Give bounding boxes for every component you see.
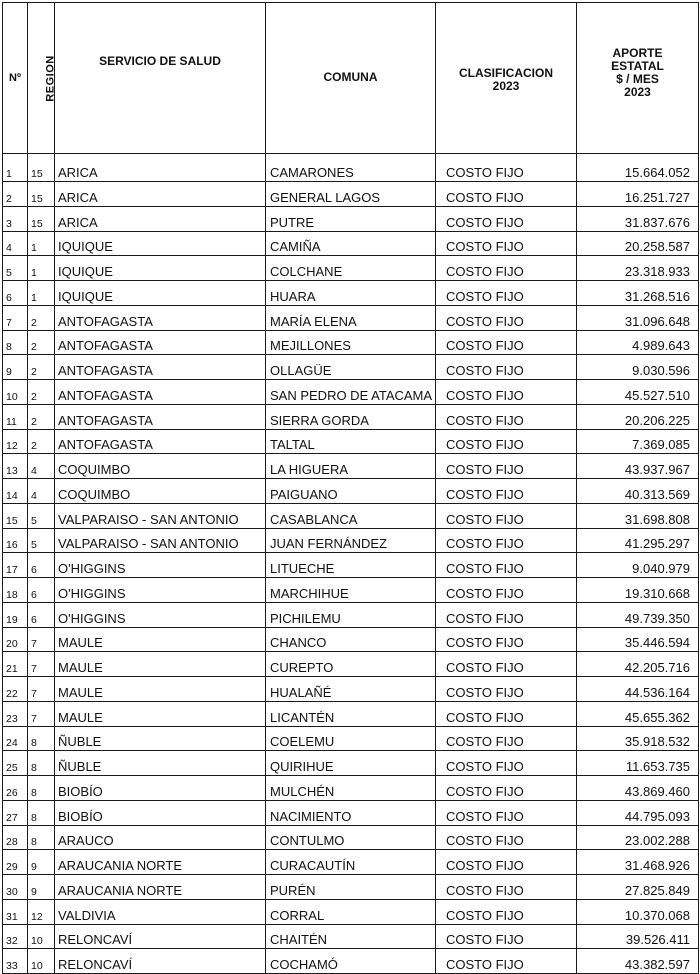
- cell-clasificacion: COSTO FIJO: [436, 627, 577, 652]
- table-row: [3, 154, 699, 182]
- cell-aporte: 20.206.225: [577, 404, 699, 429]
- cell-aporte: 45.527.510: [577, 380, 699, 405]
- cell-servicio: ARICA: [55, 182, 266, 207]
- table-row: [3, 553, 699, 578]
- cell-aporte: 11.653.735: [577, 751, 699, 776]
- cell-no: 19: [3, 602, 28, 627]
- cell-region: 8: [28, 726, 55, 751]
- header-aporte-line3: $ / MES: [616, 72, 659, 86]
- cell-comuna: CASABLANCA: [266, 503, 436, 528]
- cell-no: 21: [3, 652, 28, 677]
- table-row: [3, 677, 699, 702]
- cell-region: 7: [28, 701, 55, 726]
- cell-aporte: 49.739.350: [577, 602, 699, 627]
- header-clasificacion-line2: 2023: [492, 79, 520, 93]
- header-servicio: [55, 3, 266, 154]
- cell-comuna: CORRAL: [266, 899, 436, 924]
- cell-comuna: PICHILEMU: [266, 602, 436, 627]
- header-aporte-line2: ESTATAL: [611, 59, 664, 73]
- cell-clasificacion: COSTO FIJO: [436, 231, 577, 256]
- cell-clasificacion: COSTO FIJO: [436, 800, 577, 825]
- cell-no: 24: [3, 726, 28, 751]
- header-aporte-line4: 2023: [624, 85, 651, 99]
- cell-servicio: IQUIQUE: [55, 281, 266, 306]
- cell-region: 2: [28, 355, 55, 380]
- cell-comuna: CONTULMO: [266, 825, 436, 850]
- cell-clasificacion: COSTO FIJO: [436, 677, 577, 702]
- cell-servicio: ARAUCANIA NORTE: [55, 850, 266, 875]
- cell-region: 6: [28, 553, 55, 578]
- table-row: [3, 627, 699, 652]
- cell-aporte: 41.295.297: [577, 528, 699, 553]
- cell-servicio: ÑUBLE: [55, 751, 266, 776]
- cell-aporte: 35.918.532: [577, 726, 699, 751]
- cell-region: 5: [28, 528, 55, 553]
- cell-no: 12: [3, 429, 28, 454]
- cell-servicio: MAULE: [55, 677, 266, 702]
- cell-aporte: 9.030.596: [577, 355, 699, 380]
- cell-clasificacion: COSTO FIJO: [436, 503, 577, 528]
- cell-clasificacion: COSTO FIJO: [436, 330, 577, 355]
- cell-servicio: VALPARAISO - SAN ANTONIO: [55, 503, 266, 528]
- cell-region: 9: [28, 850, 55, 875]
- cell-aporte: 27.825.849: [577, 875, 699, 900]
- cell-no: 2: [3, 182, 28, 207]
- cell-no: 22: [3, 677, 28, 702]
- table-row: [3, 751, 699, 776]
- cell-clasificacion: COSTO FIJO: [436, 850, 577, 875]
- cell-servicio: O'HIGGINS: [55, 578, 266, 603]
- table-row: [3, 800, 699, 825]
- cell-no: 30: [3, 875, 28, 900]
- table-row: [3, 850, 699, 875]
- header-region: [28, 3, 55, 154]
- cell-aporte: 23.002.288: [577, 825, 699, 850]
- cell-clasificacion: COSTO FIJO: [436, 578, 577, 603]
- cell-aporte: 31.698.808: [577, 503, 699, 528]
- cell-region: 2: [28, 429, 55, 454]
- cell-comuna: PURÉN: [266, 875, 436, 900]
- cell-servicio: MAULE: [55, 701, 266, 726]
- cell-servicio: COQUIMBO: [55, 454, 266, 479]
- cell-no: 13: [3, 454, 28, 479]
- table-row: [3, 528, 699, 553]
- cell-aporte: 9.040.979: [577, 553, 699, 578]
- cell-comuna: MEJILLONES: [266, 330, 436, 355]
- header-servicio-label: SERVICIO DE SALUD: [99, 54, 221, 68]
- cell-comuna: MULCHÉN: [266, 776, 436, 801]
- cell-region: 8: [28, 776, 55, 801]
- cell-comuna: QUIRIHUE: [266, 751, 436, 776]
- header-comuna: [266, 3, 436, 154]
- cell-servicio: COQUIMBO: [55, 479, 266, 504]
- cell-clasificacion: COSTO FIJO: [436, 154, 577, 182]
- table-row: [3, 875, 699, 900]
- cell-aporte: 16.251.727: [577, 182, 699, 207]
- cell-no: 20: [3, 627, 28, 652]
- cell-clasificacion: COSTO FIJO: [436, 454, 577, 479]
- table-row: [3, 404, 699, 429]
- cell-comuna: PUTRE: [266, 206, 436, 231]
- cell-region: 2: [28, 305, 55, 330]
- cell-no: 33: [3, 949, 28, 974]
- cell-clasificacion: COSTO FIJO: [436, 380, 577, 405]
- cell-no: 25: [3, 751, 28, 776]
- cell-aporte: 19.310.668: [577, 578, 699, 603]
- cell-no: 8: [3, 330, 28, 355]
- cell-servicio: VALPARAISO - SAN ANTONIO: [55, 528, 266, 553]
- table-row: [3, 305, 699, 330]
- cell-clasificacion: COSTO FIJO: [436, 553, 577, 578]
- table-row: [3, 701, 699, 726]
- cell-no: 11: [3, 404, 28, 429]
- cell-aporte: 15.664.052: [577, 154, 699, 182]
- cell-servicio: ARICA: [55, 206, 266, 231]
- table-row: [3, 479, 699, 504]
- cell-aporte: 40.313.569: [577, 479, 699, 504]
- cell-region: 10: [28, 949, 55, 974]
- cell-comuna: SAN PEDRO DE ATACAMA: [266, 380, 436, 405]
- cell-comuna: LICANTÉN: [266, 701, 436, 726]
- cell-no: 10: [3, 380, 28, 405]
- cell-comuna: CURACAUTÍN: [266, 850, 436, 875]
- cell-clasificacion: COSTO FIJO: [436, 355, 577, 380]
- table-row: [3, 825, 699, 850]
- cell-aporte: 20.258.587: [577, 231, 699, 256]
- cell-no: 28: [3, 825, 28, 850]
- cell-servicio: MAULE: [55, 652, 266, 677]
- cell-aporte: 31.837.676: [577, 206, 699, 231]
- table-row: [3, 355, 699, 380]
- cell-clasificacion: COSTO FIJO: [436, 701, 577, 726]
- cell-no: 27: [3, 800, 28, 825]
- table-row: [3, 726, 699, 751]
- cell-region: 15: [28, 206, 55, 231]
- cell-no: 9: [3, 355, 28, 380]
- table-row: [3, 899, 699, 924]
- table-row: [3, 578, 699, 603]
- header-clasificacion: [436, 3, 577, 154]
- table-row: [3, 454, 699, 479]
- cell-servicio: MAULE: [55, 627, 266, 652]
- cell-no: 15: [3, 503, 28, 528]
- table-row: [3, 776, 699, 801]
- cell-no: 26: [3, 776, 28, 801]
- cell-servicio: BIOBÍO: [55, 776, 266, 801]
- cell-comuna: MARÍA ELENA: [266, 305, 436, 330]
- cell-no: 4: [3, 231, 28, 256]
- cell-no: 23: [3, 701, 28, 726]
- cell-aporte: 45.655.362: [577, 701, 699, 726]
- cell-comuna: LA HIGUERA: [266, 454, 436, 479]
- cell-clasificacion: COSTO FIJO: [436, 899, 577, 924]
- cell-aporte: 44.536.164: [577, 677, 699, 702]
- header-region-label: REGION: [44, 55, 57, 102]
- cell-no: 1: [3, 154, 28, 182]
- cell-clasificacion: COSTO FIJO: [436, 825, 577, 850]
- cell-region: 7: [28, 677, 55, 702]
- header-comuna-label: COMUNA: [323, 70, 378, 84]
- cell-clasificacion: COSTO FIJO: [436, 206, 577, 231]
- cell-aporte: 10.370.068: [577, 899, 699, 924]
- table-row: [3, 231, 699, 256]
- cell-clasificacion: COSTO FIJO: [436, 602, 577, 627]
- table-row: [3, 652, 699, 677]
- cell-servicio: O'HIGGINS: [55, 553, 266, 578]
- cell-clasificacion: COSTO FIJO: [436, 776, 577, 801]
- cell-servicio: ARAUCO: [55, 825, 266, 850]
- cell-no: 6: [3, 281, 28, 306]
- cell-clasificacion: COSTO FIJO: [436, 751, 577, 776]
- cell-region: 1: [28, 256, 55, 281]
- cell-servicio: ÑUBLE: [55, 726, 266, 751]
- cell-servicio: ANTOFAGASTA: [55, 429, 266, 454]
- cell-servicio: ARAUCANIA NORTE: [55, 875, 266, 900]
- cell-servicio: ANTOFAGASTA: [55, 330, 266, 355]
- cell-clasificacion: COSTO FIJO: [436, 256, 577, 281]
- cell-clasificacion: COSTO FIJO: [436, 875, 577, 900]
- cell-comuna: HUARA: [266, 281, 436, 306]
- cell-aporte: 43.937.967: [577, 454, 699, 479]
- cell-comuna: CUREPTO: [266, 652, 436, 677]
- table-row: [3, 949, 699, 974]
- cell-comuna: COELEMU: [266, 726, 436, 751]
- cell-clasificacion: COSTO FIJO: [436, 726, 577, 751]
- cell-comuna: NACIMIENTO: [266, 800, 436, 825]
- cell-aporte: 43.382.597: [577, 949, 699, 974]
- cell-aporte: 31.096.648: [577, 305, 699, 330]
- cell-no: 18: [3, 578, 28, 603]
- cell-region: 5: [28, 503, 55, 528]
- cell-servicio: ARICA: [55, 154, 266, 182]
- cell-no: 31: [3, 899, 28, 924]
- cell-comuna: COCHAMÓ: [266, 949, 436, 974]
- aporte-estatal-table: [2, 2, 699, 974]
- cell-servicio: RELONCAVÍ: [55, 924, 266, 949]
- cell-region: 8: [28, 800, 55, 825]
- cell-aporte: 39.526.411: [577, 924, 699, 949]
- table-row: [3, 380, 699, 405]
- cell-region: 1: [28, 231, 55, 256]
- cell-region: 2: [28, 380, 55, 405]
- cell-region: 8: [28, 751, 55, 776]
- cell-comuna: CAMARONES: [266, 154, 436, 182]
- cell-no: 14: [3, 479, 28, 504]
- cell-region: 6: [28, 602, 55, 627]
- table-row: [3, 429, 699, 454]
- cell-clasificacion: COSTO FIJO: [436, 479, 577, 504]
- cell-aporte: 7.369.085: [577, 429, 699, 454]
- cell-region: 2: [28, 404, 55, 429]
- cell-region: 1: [28, 281, 55, 306]
- cell-servicio: ANTOFAGASTA: [55, 380, 266, 405]
- cell-comuna: CHANCO: [266, 627, 436, 652]
- cell-comuna: HUALAÑÉ: [266, 677, 436, 702]
- cell-clasificacion: COSTO FIJO: [436, 404, 577, 429]
- cell-servicio: ANTOFAGASTA: [55, 305, 266, 330]
- table-header-row: [3, 3, 699, 154]
- cell-comuna: COLCHANE: [266, 256, 436, 281]
- cell-servicio: BIOBÍO: [55, 800, 266, 825]
- cell-aporte: 44.795.093: [577, 800, 699, 825]
- cell-clasificacion: COSTO FIJO: [436, 924, 577, 949]
- cell-comuna: GENERAL LAGOS: [266, 182, 436, 207]
- cell-no: 5: [3, 256, 28, 281]
- cell-aporte: 31.468.926: [577, 850, 699, 875]
- cell-aporte: 4.989.643: [577, 330, 699, 355]
- cell-no: 3: [3, 206, 28, 231]
- cell-servicio: IQUIQUE: [55, 256, 266, 281]
- cell-region: 15: [28, 182, 55, 207]
- document-page: [2, 2, 699, 974]
- cell-aporte: 43.869.460: [577, 776, 699, 801]
- cell-servicio: O'HIGGINS: [55, 602, 266, 627]
- cell-clasificacion: COSTO FIJO: [436, 528, 577, 553]
- cell-aporte: 23.318.933: [577, 256, 699, 281]
- cell-region: 2: [28, 330, 55, 355]
- cell-servicio: IQUIQUE: [55, 231, 266, 256]
- cell-clasificacion: COSTO FIJO: [436, 652, 577, 677]
- cell-region: 15: [28, 154, 55, 182]
- cell-aporte: 31.268.516: [577, 281, 699, 306]
- cell-aporte: 42.205.716: [577, 652, 699, 677]
- cell-region: 4: [28, 479, 55, 504]
- cell-no: 17: [3, 553, 28, 578]
- cell-region: 12: [28, 899, 55, 924]
- cell-comuna: PAIGUANO: [266, 479, 436, 504]
- cell-region: 7: [28, 627, 55, 652]
- cell-no: 32: [3, 924, 28, 949]
- cell-comuna: MARCHIHUE: [266, 578, 436, 603]
- table-body: [3, 154, 699, 974]
- header-aporte: [577, 3, 699, 154]
- header-clasificacion-label: [436, 3, 576, 93]
- cell-servicio: ANTOFAGASTA: [55, 404, 266, 429]
- table-row: [3, 206, 699, 231]
- table-row: [3, 330, 699, 355]
- cell-no: 16: [3, 528, 28, 553]
- cell-region: 8: [28, 825, 55, 850]
- header-aporte-line1: APORTE: [612, 46, 663, 60]
- cell-comuna: OLLAGÜE: [266, 355, 436, 380]
- cell-comuna: CAMIÑA: [266, 231, 436, 256]
- cell-aporte: 35.446.594: [577, 627, 699, 652]
- cell-servicio: VALDIVIA: [55, 899, 266, 924]
- cell-servicio: RELONCAVÍ: [55, 949, 266, 974]
- cell-region: 9: [28, 875, 55, 900]
- header-aporte-label: [577, 3, 698, 99]
- table-row: [3, 503, 699, 528]
- cell-clasificacion: COSTO FIJO: [436, 949, 577, 974]
- cell-no: 7: [3, 305, 28, 330]
- cell-comuna: CHAITÉN: [266, 924, 436, 949]
- cell-no: 29: [3, 850, 28, 875]
- header-no: Nº: [3, 3, 28, 154]
- cell-comuna: TALTAL: [266, 429, 436, 454]
- cell-servicio: ANTOFAGASTA: [55, 355, 266, 380]
- cell-comuna: JUAN FERNÁNDEZ: [266, 528, 436, 553]
- cell-region: 6: [28, 578, 55, 603]
- table-row: [3, 602, 699, 627]
- cell-comuna: SIERRA GORDA: [266, 404, 436, 429]
- cell-region: 10: [28, 924, 55, 949]
- cell-clasificacion: COSTO FIJO: [436, 429, 577, 454]
- cell-clasificacion: COSTO FIJO: [436, 281, 577, 306]
- header-clasificacion-line1: CLASIFICACION: [459, 66, 553, 80]
- cell-region: 4: [28, 454, 55, 479]
- table-row: [3, 281, 699, 306]
- table-row: [3, 924, 699, 949]
- cell-clasificacion: COSTO FIJO: [436, 305, 577, 330]
- cell-region: 7: [28, 652, 55, 677]
- table-row: [3, 256, 699, 281]
- cell-comuna: LITUECHE: [266, 553, 436, 578]
- cell-clasificacion: COSTO FIJO: [436, 182, 577, 207]
- table-row: [3, 182, 699, 207]
